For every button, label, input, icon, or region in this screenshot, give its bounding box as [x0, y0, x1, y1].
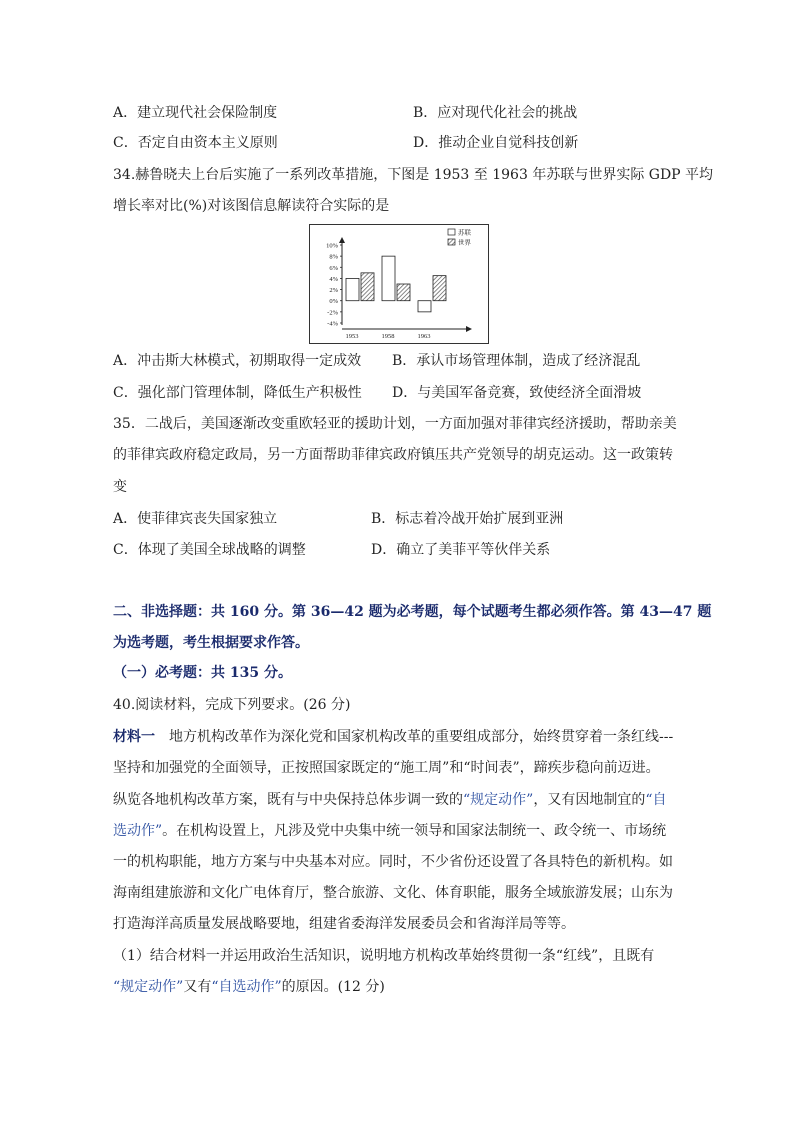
q33-option-c: C．否定自由资本主义原则 [113, 135, 278, 151]
section2-heading-line1: 二、非选择题：共 160 分。第 36—42 题为必考题，每个试题考生都必须作答。第 43—47 题 [113, 604, 712, 620]
legend-label: 世界 [458, 239, 471, 247]
q40-material-line5: 一的机构职能，地方方案与中央基本对应。同时，不少省份还设置了各具特色的新机构。如 [113, 854, 673, 870]
y-tick-label: 10% [326, 242, 338, 250]
text-segment: 纵览各地机构改革方案，既有与中央保持总体步调一致的 [113, 792, 463, 808]
bar-world-1958 [397, 284, 410, 301]
y-axis-arrow [339, 237, 345, 243]
legend-swatch-1 [448, 239, 455, 245]
y-tick-label: 6% [329, 264, 338, 272]
q34-option-d: D．与美国军备竞赛，致使经济全面滑坡 [392, 385, 642, 401]
q35-option-b: B．标志着冷战开始扩展到亚洲 [371, 511, 564, 527]
text-segment: 的原因。(12 分) [281, 979, 385, 995]
gdp-chart [309, 224, 489, 344]
q35-option-c: C．体现了美国全球战略的调整 [113, 542, 306, 558]
bar-world-1953 [361, 273, 374, 301]
q40-stem: 40.阅读材料，完成下列要求。(26 分) [113, 697, 351, 713]
q33-option-a: A．建立现代社会保险制度 [113, 105, 278, 121]
material-label: 材料一 [113, 729, 155, 745]
section2-sub-heading: （一）必考题：共 135 分。 [113, 665, 292, 681]
section2-heading-line2: 为选考题，考生根据要求作答。 [113, 635, 309, 651]
q40-material-line3 [113, 789, 667, 811]
q40-sub1-line1: （1）结合材料一并运用政治生活知识，说明地方机构改革始终贯彻一条“红线”，且既有 [113, 948, 655, 964]
legend-swatch-0 [448, 229, 455, 235]
y-tick-label: 0% [329, 298, 338, 306]
q34-option-a: A．冲击斯大林模式，初期取得一定成效 [113, 353, 362, 369]
q33-option-d: D．推动企业自觉科技创新 [413, 135, 579, 151]
q35-line3: 变 [113, 479, 127, 495]
q34-option-b: B．承认市场管理体制，造成了经济混乱 [392, 353, 641, 369]
highlight-term: “规定动作” [463, 792, 534, 808]
q40-material-line1 [113, 726, 673, 748]
bar-world-1963 [433, 276, 446, 301]
highlight-term: “规定动作” [113, 979, 184, 995]
q34-stem-line2: 增长率对比(%)对该图信息解读符合实际的是 [113, 198, 390, 214]
q35-line2: 的菲律宾政府稳定政局，另一方面帮助菲律宾政府镇压共产党领导的胡克运动。这一政策转 [113, 447, 673, 463]
q34-stem-line1: 34.赫鲁晓夫上台后实施了一系列改革措施，下图是 1953 至 1963 年苏联与世界实际 GDP 平均 [113, 167, 714, 183]
bar-ussr-1963 [418, 301, 431, 312]
legend-label: 苏联 [458, 229, 471, 237]
q35-option-d: D．确立了美菲平等伙伴关系 [371, 542, 551, 558]
q40-material-line2: 坚持和加强党的全面领导，正按照国家既定的“施工周”和“时间表”，蹄疾步稳向前迈进。 [113, 760, 660, 776]
q40-material-line7: 打造海洋高质量发展战略要地，组建省委海洋发展委员会和省海洋局等等。 [113, 916, 575, 932]
text-segment: 。在机构设置上，凡涉及党中央集中统一领导和国家法制统一、政令统一、市场统 [162, 823, 667, 839]
bar-ussr-1953 [346, 278, 359, 300]
text-segment: 又有 [183, 979, 212, 995]
y-tick-label: 8% [329, 253, 338, 261]
q35-option-a: A．使菲律宾丧失国家独立 [113, 511, 278, 527]
q35-line1: 35．二战后，美国逐渐改变重欧轻亚的援助计划，一方面加强对菲律宾经济援助，帮助亲美 [113, 416, 677, 432]
y-tick-label: 4% [329, 275, 338, 283]
text-segment: ，又有因地制宜的 [533, 792, 646, 808]
bar-ussr-1958 [382, 256, 395, 301]
material-text: 地方机构改革作为深化党和国家机构改革的重要组成部分，始终贯穿着一条红线--- [155, 729, 674, 745]
highlight-term: “自 [645, 792, 667, 808]
x-tick-label: 1953 [345, 333, 359, 340]
y-tick-label: -2% [327, 309, 338, 317]
gdp-chart-svg [310, 225, 488, 343]
y-tick-label: 2% [329, 287, 338, 295]
q40-sub1-line2 [113, 976, 385, 998]
highlight-term: “自选动作” [211, 979, 282, 995]
x-tick-label: 1963 [417, 333, 431, 340]
x-axis-arrow [466, 326, 472, 332]
highlight-term: 选动作” [113, 823, 163, 839]
q34-option-c: C．强化部门管理体制，降低生产积极性 [113, 385, 362, 401]
y-tick-label: -4% [327, 320, 338, 328]
q40-material-line6: 海南组建旅游和文化广电体育厅，整合旅游、文化、体育职能，服务全域旅游发展；山东为 [113, 885, 673, 901]
q40-material-line4 [113, 820, 666, 842]
x-tick-label: 1958 [381, 333, 395, 340]
q33-option-b: B．应对现代化社会的挑战 [413, 105, 578, 121]
